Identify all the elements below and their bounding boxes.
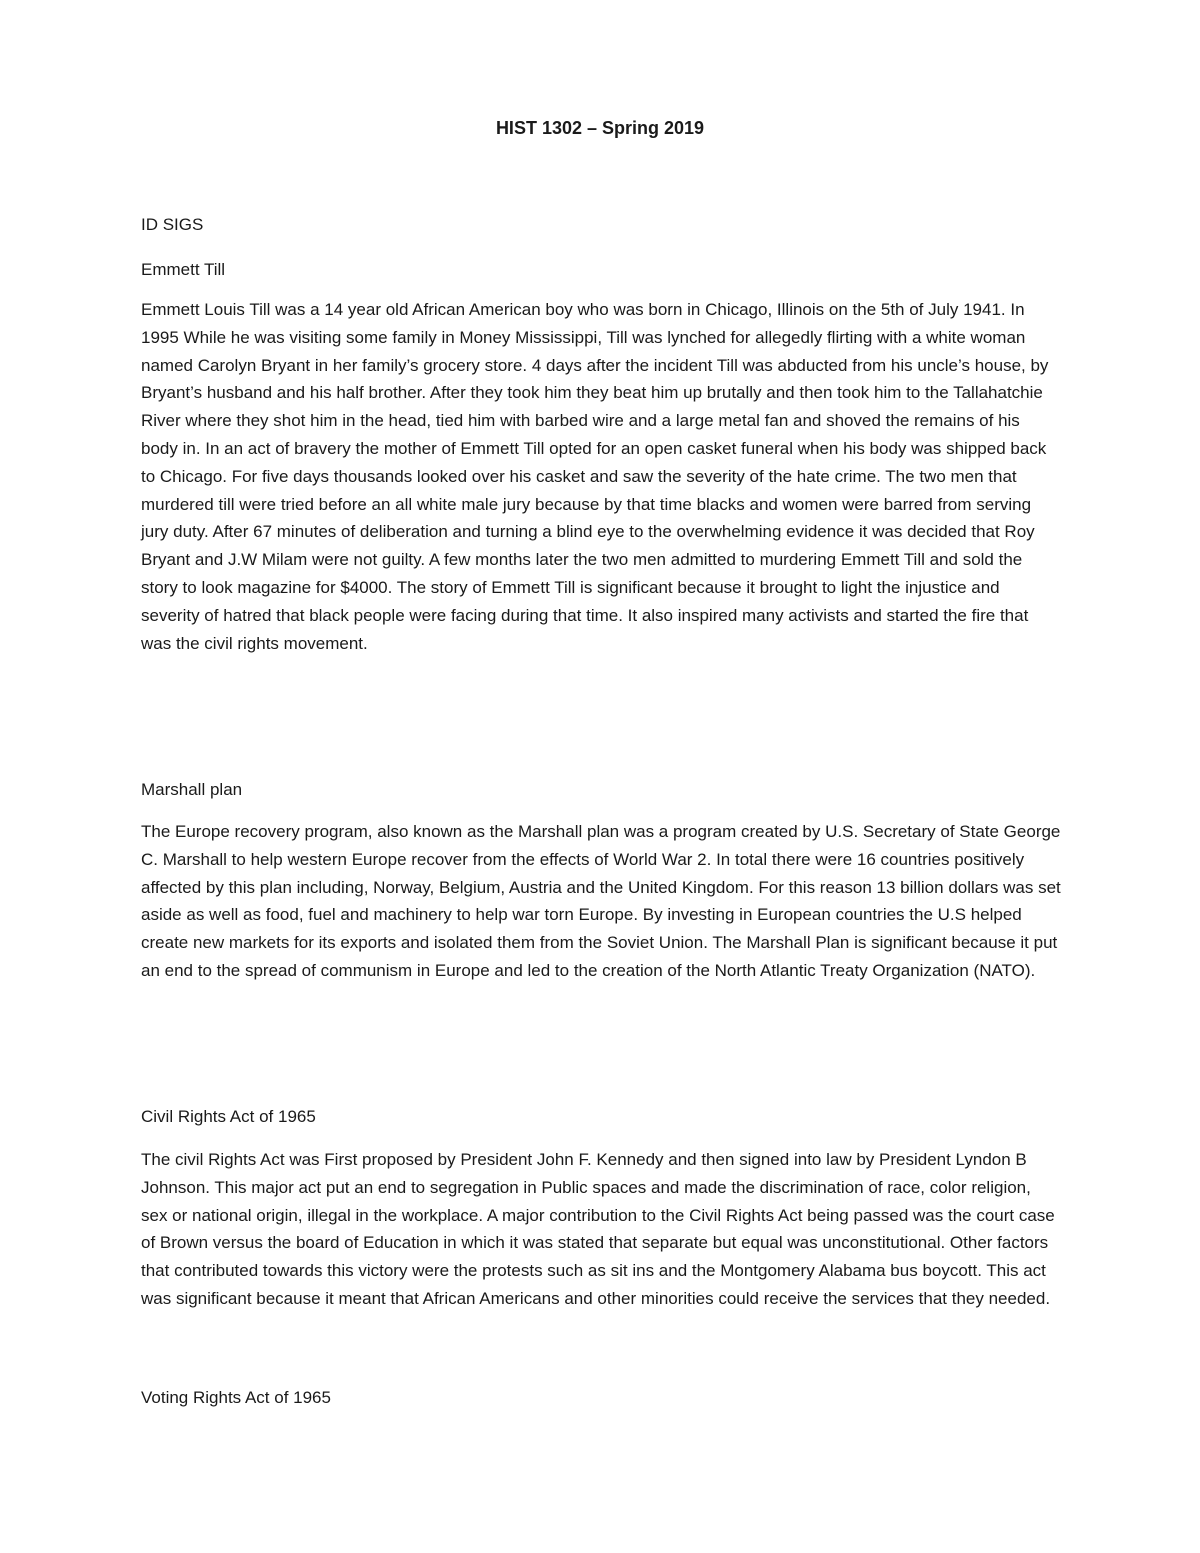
document-title: HIST 1302 – Spring 2019 <box>495 118 705 138</box>
section-heading-emmett-till: Emmett Till <box>141 260 226 279</box>
id-sigs-label: ID SIGS <box>141 215 204 234</box>
section-body-civil-rights-act: The civil Rights Act was First proposed by President John F. Kennedy and then signed into law by President Lyndon B Johnson. This major act put an end to segregation in Public spaces and made the discrimination of race, color religion, sex or national origin, illegal in the workplace. A major contribution to the Civil Rights Act being passed was the court case of Brown versus the board of Education in which it was stated that separate but equal was unconstitutional. Other factors that contributed towards this victory were the protests such as sit ins and the Montgomery Alabama bus boycott. This act was significant because it meant that African Americans and other minorities could receive the services that they needed. <box>141 1150 1055 1308</box>
section-body-marshall-plan: The Europe recovery program, also known as the Marshall plan was a program created by U.S. Secretary of State George C. Marshall to help western Europe recover from the effects of World War 2. In total there were 16 countries positively affected by this plan including, Norway, Belgium, Austria and the United Kingdom. For this reason 13 billion dollars was set aside as well as food, fuel and machinery to help war torn Europe. By investing in European countries the U.S helped create new markets for its exports and isolated them from the Soviet Union. The Marshall Plan is significant because it put an end to the spread of communism in Europe and led to the creation of the North Atlantic Treaty Organization (NATO). <box>141 822 1061 980</box>
section-body-emmett-till: Emmett Louis Till was a 14 year old African American boy who was born in Chicago, Illinois on the 5th of July 1941. In 1995 While he was visiting some family in Money Mississippi, Till was lynched for allegedly flirting with a white woman named Carolyn Bryant in her family’s grocery store. 4 days after the incident Till was abducted from his uncle’s house, by Bryant’s husband and his half brother. After they took him they beat him up brutally and then took him to the Tallahatchie River where they shot him in the head, tied him with barbed wire and a large metal fan and shoved the remains of his body in. In an act of bravery the mother of Emmett Till opted for an open casket funeral when his body was shipped back to Chicago. For five days thousands looked over his casket and saw the severity of the hate crime. The two men that murdered till were tried before an all white male jury because by that time blacks and women were barred from serving jury duty. After 67 minutes of deliberation and turning a blind eye to the overwhelming evidence it was decided that Roy Bryant and J.W Milam were not guilty. A few months later the two men admitted to murdering Emmett Till and sold the story to look magazine for $4000. The story of Emmett Till is significant because it brought to light the injustice and severity of hatred that black people were facing during that time. It also inspired many activists and started the fire that was the civil rights movement. <box>141 300 1049 653</box>
section-heading-marshall-plan: Marshall plan <box>141 780 243 799</box>
section-heading-civil-rights-act: Civil Rights Act of 1965 <box>141 1107 316 1126</box>
section-heading-voting-rights-act: Voting Rights Act of 1965 <box>141 1388 331 1407</box>
